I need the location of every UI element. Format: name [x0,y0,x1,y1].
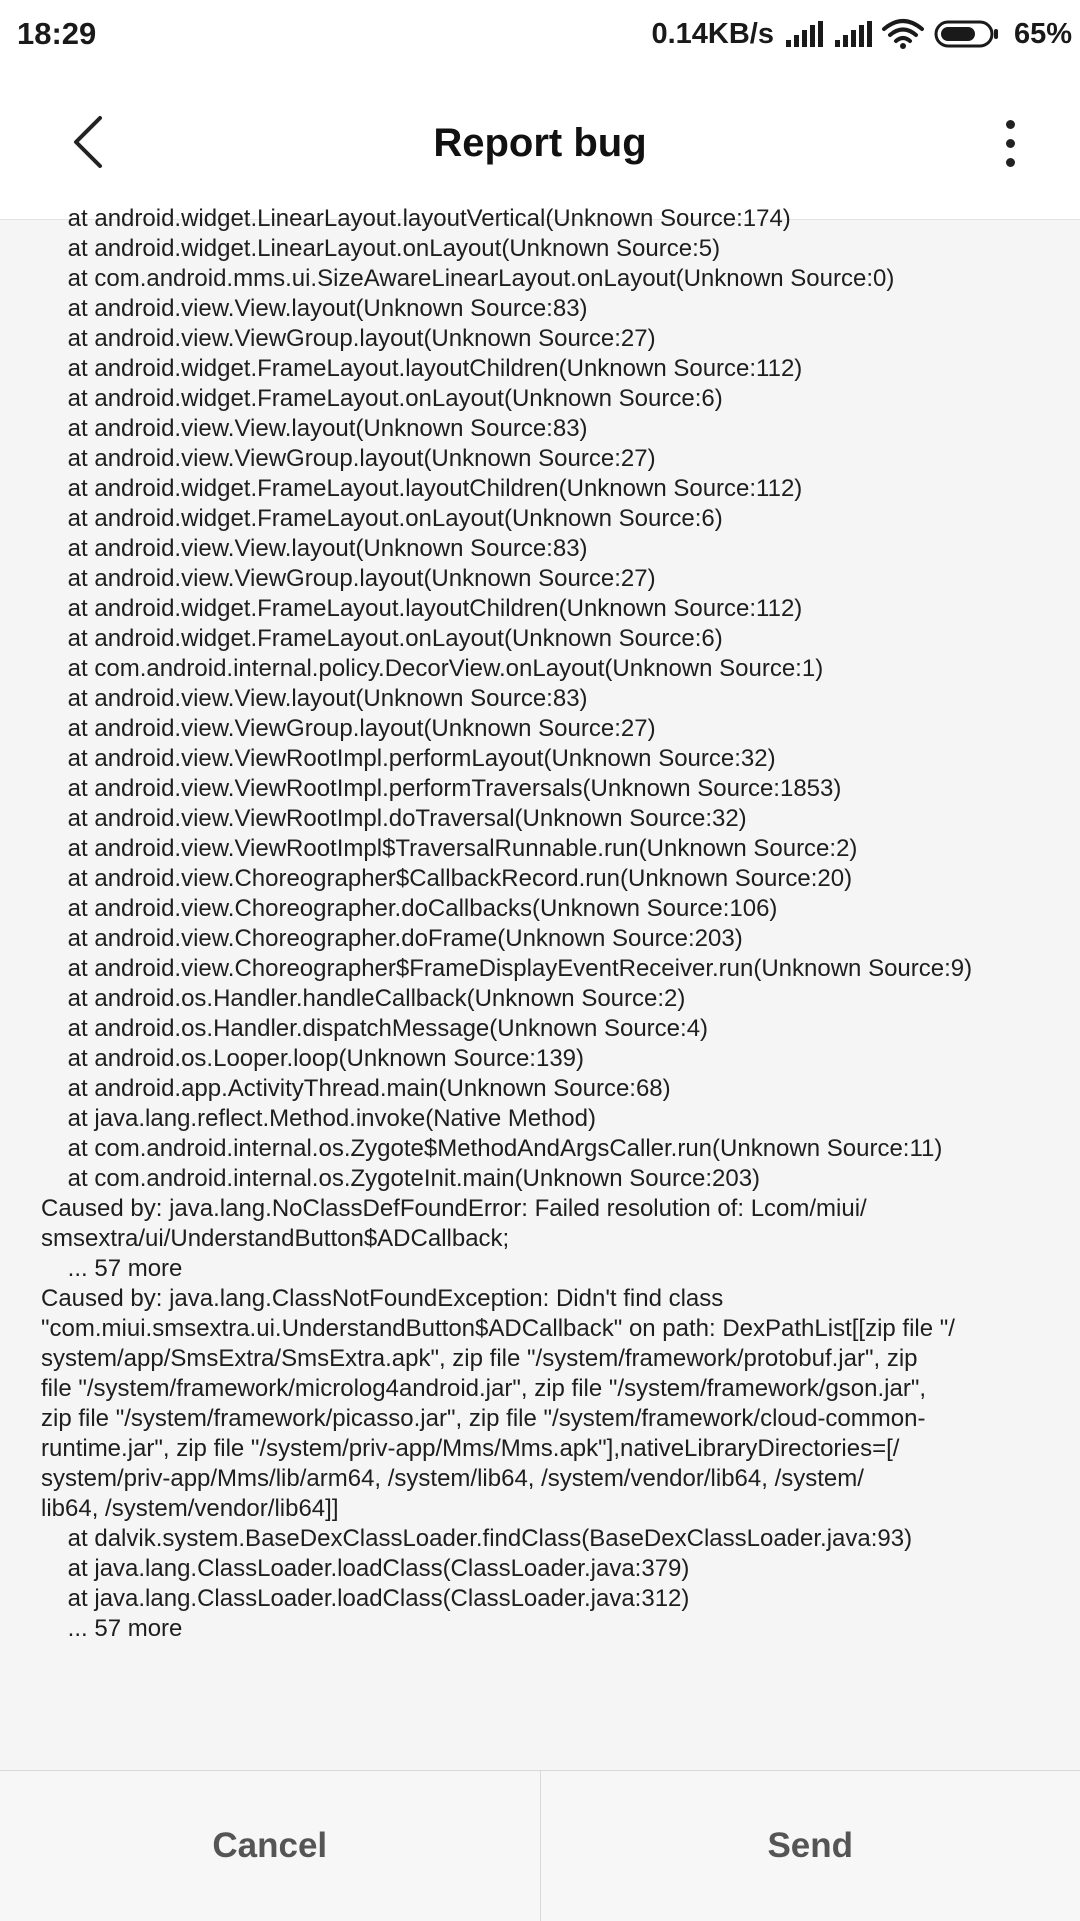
send-button[interactable]: Send [541,1771,1080,1921]
status-time: 18:29 [17,12,96,56]
network-speed: 0.14KB/s [651,18,774,51]
battery-percent: 65% [1014,18,1072,51]
more-options-button[interactable] [990,102,1030,184]
signal-icon [786,21,823,47]
back-button[interactable] [56,110,120,174]
battery-icon [934,19,1000,49]
more-vertical-icon [1006,120,1015,129]
status-bar [0,0,1080,68]
page-title: Report bug [0,68,1080,219]
app-bar [0,68,1080,220]
stack-trace-text: at android.widget.LinearLayout.layoutVertical(Unknown Source:174) at android.widget.LinearLayout.onLayout(Unknown Source:5) at com.android.mms.ui.SizeAwareLinearLayout.onLayout(Unknown Source:0) at android.view.View.layout(Unknown Source:83) at android.view.ViewGroup.layout(Unknown Source:27) at android.widget.FrameLayout.layoutChildren(Unknown Source:112) at android.widget.FrameLayout.onLayout(Unknown Source:6) at android.view.View.layout(Unknown Source:83) at android.view.ViewGroup.layout(Unknown Source:27) at android.widget.FrameLayout.layoutChildren(Unknown Source:112) at android.widget.FrameLayout.onLayout(Unknown Source:6) at android.view.View.layout(Unknown Source:83) at android.view.ViewGroup.layout(Unknown Source:27) at android.widget.FrameLayout.layoutChildren(Unknown Source:112) at android.widget.FrameLayout.onLayout(Unknown Source:6) at com.android.internal.policy.DecorView.onLayout(Unknown Source:1) at android.view.View.layout(Unknown Source:83) at android.view.ViewGroup.layout(Unknown Source:27) at android.view.ViewRootImpl.performLayout(Unknown Source:32) at android.view.ViewRootImpl.performTraversals(Unknown Source:1853) at android.view.ViewRootImpl.doTraversal(Unknown Source:32) at android.view.ViewRootImpl$TraversalRunnable.run(Unknown Source:2) at android.view.Choreographer$CallbackRecord.run(Unknown Source:20) at android.view.Choreographer.doCallbacks(Unknown Source:106) at android.view.Choreographer.doFrame(Unknown Source:203) at android.view.Choreographer$FrameDisplayEventReceiver.run(Unknown Source:9) at android.os.Handler.handleCallback(Unknown Source:2) at android.os.Handler.dispatchMessage(Unknown Source:4) at android.os.Looper.loop(Unknown Source:139) at android.app.ActivityThread.main(Unknown Source:68) at java.lang.reflect.Method.invoke(Native Method) at com.android.internal.os.Zygote$MethodAndArgsCaller.run(Unknown Source:11) at com.android.internal.os.ZygoteInit.main(Unknown Source:203) Caused by: java.lang.NoClassDefFoundError: Failed resolution of: Lcom/miui/ smsextra/ui/UnderstandButton$ADCallback; ... 57 more Caused by: java.lang.ClassNotFoundException: Didn't find class "com.miui.smsextra.ui.UnderstandButton$ADCallback" on path: DexPathList[[zip file "/ system/app/SmsExtra/SmsExtra.apk", zip file "/system/framework/protobuf.jar", zip file "/system/framework/microlog4android.jar", zip file "/system/framework/gson.jar", zip file "/system/framework/picasso.jar", zip file "/system/framework/cloud-common- runtime.jar", zip file "/system/priv-app/Mms/Mms.apk"],nativeLibraryDirectories=[/ system/priv-app/Mms/lib/arm64, /system/lib64, /system/vendor/lib64, /system/ lib64, /system/vendor/lib64]] at dalvik.system.BaseDexClassLoader.findClass(BaseDexClassLoader.java:93) at java.lang.ClassLoader.loadClass(ClassLoader.java:379) at java.lang.ClassLoader.loadClass(ClassLoader.java:312) ... 57 more [41,204,1041,1644]
status-icons [651,12,1072,56]
chevron-left-icon [72,115,104,169]
cancel-button[interactable]: Cancel [0,1771,540,1921]
action-bar [0,1770,1080,1921]
wifi-icon [882,18,924,50]
signal-icon [835,21,872,47]
bug-report-log[interactable] [0,220,1080,1770]
